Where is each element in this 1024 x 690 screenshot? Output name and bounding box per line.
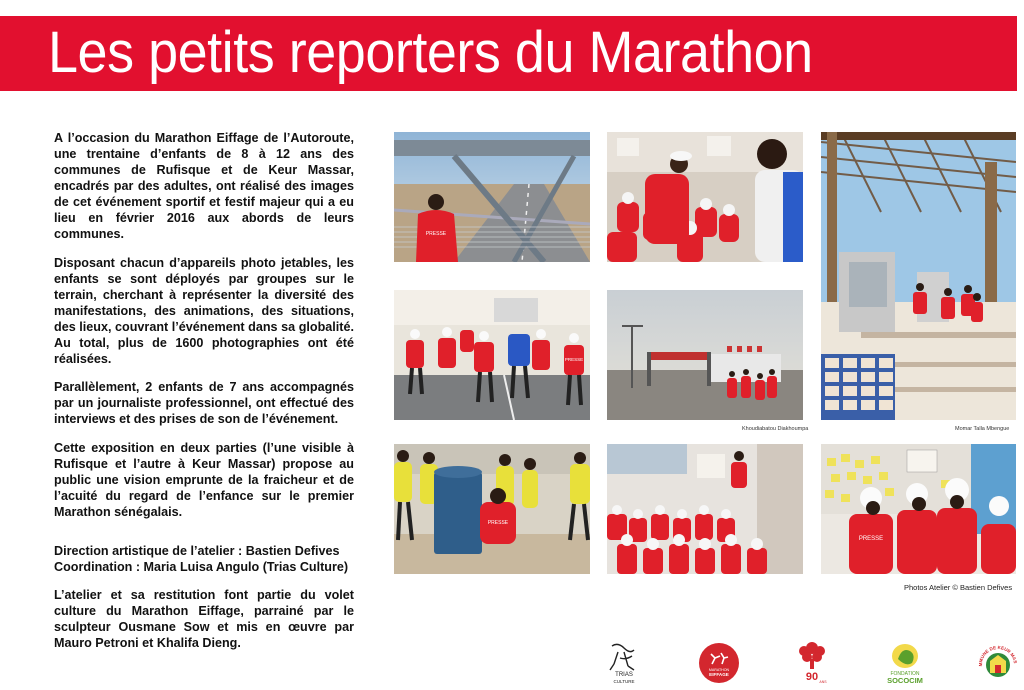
svg-text:FONDATION: FONDATION: [890, 671, 920, 677]
svg-text:EIFFAGE: EIFFAGE: [709, 672, 729, 677]
photo-finish-line: [607, 290, 803, 420]
press-shirt-text: PRESSE: [858, 536, 884, 542]
svg-text:ANS: ANS: [819, 680, 827, 684]
cameras-paragraph: Disposant chacun d’appareils photo jetables, les enfants se sont déployés par groupes sur le terrain, cherchant à représenter la diversité des manifestations, des animations, des situations, des lieux, couvrant l’événement dans sa globalité. Au total, plus de 1600 photographies ont été réalisées.: [54, 255, 354, 366]
page-title: Les petits reporters du Marathon: [48, 20, 813, 85]
coordination-credit: Coordination : Maria Luisa Angulo (Trias Culture): [54, 559, 349, 574]
credits-block: [54, 543, 354, 575]
marathon-eiffage-logo: [697, 640, 741, 686]
svg-text:SOCOCIM: SOCOCIM: [887, 676, 923, 685]
title-banner: [0, 16, 1017, 91]
text-column: [54, 130, 354, 664]
commune-keur-massar-logo: [976, 640, 1020, 686]
intro-paragraph: A l’occasion du Marathon Eiffage de l’Autoroute, une trentaine d’enfants de 8 à 12 ans des communes de Rufisque et de Keur Massar, encadrés par des adultes, ont réalisé des images de cet événement sportif et festif majeur qui a eu lieu en février 2016 aux abords de leurs communes.: [54, 131, 354, 241]
svg-text:MARATHON: MARATHON: [708, 668, 730, 672]
photo-outdoor-gallery: [821, 132, 1016, 420]
press-shirt-text: PRESSE: [564, 357, 584, 362]
press-shirt-text: PRESSE: [425, 231, 447, 237]
exhibition-paragraph: Cette exposition en deux parties (l’une visible à Rufisque et l’autre à Keur Massar) propose au public une vision emprunte de la fraicheur et de l’acuité du regard de l’enfance sur le premier Marathon sénégalais.: [54, 440, 354, 519]
trias-culture-logo: [604, 640, 644, 686]
press-shirt-text: PRESSE: [487, 520, 509, 526]
anniversary-90-logo: [794, 640, 830, 686]
svg-text:COMMUNE DE KEUR MASSAR: MMUNE DE KEUR MAS: [977, 644, 1018, 667]
fondation-sococim-logo: [880, 640, 930, 686]
photo-stage-crowd: [394, 444, 590, 574]
photo-bridge-overlook: [394, 132, 590, 262]
photo-notes-wall: [821, 444, 1016, 574]
closing-paragraph: L’atelier et sa restitution font partie du volet culture du Marathon Eiffage, parrainé par le sculpteur Ousmane Sow et mis en œuvre par Mauro Petroni et Khalifa Dieng.: [54, 588, 354, 650]
gallery-photo-caption: Momar Talla Mbengue: [955, 426, 1010, 432]
photo-classroom-instructor: [607, 132, 803, 262]
finish-line-photo-caption: Khoudiabatou Diakhoumpa: [742, 426, 809, 432]
svg-text:CULTURE: CULTURE: [613, 679, 635, 684]
photo-classroom-group: [607, 444, 803, 574]
svg-text:TRIAS: TRIAS: [615, 672, 633, 678]
photo-runners-group: [394, 290, 590, 420]
artistic-direction-credit: Direction artistique de l’atelier : Bastien Defives: [54, 543, 340, 558]
interviews-paragraph: Parallèlement, 2 enfants de 7 ans accompagnés par un journaliste professionnel, ont effectué des interviews et des prises de son de l’événement.: [54, 380, 354, 426]
svg-text:90: 90: [805, 671, 819, 683]
photo-copyright: Photos Atelier © Bastien Defives: [904, 583, 1013, 592]
